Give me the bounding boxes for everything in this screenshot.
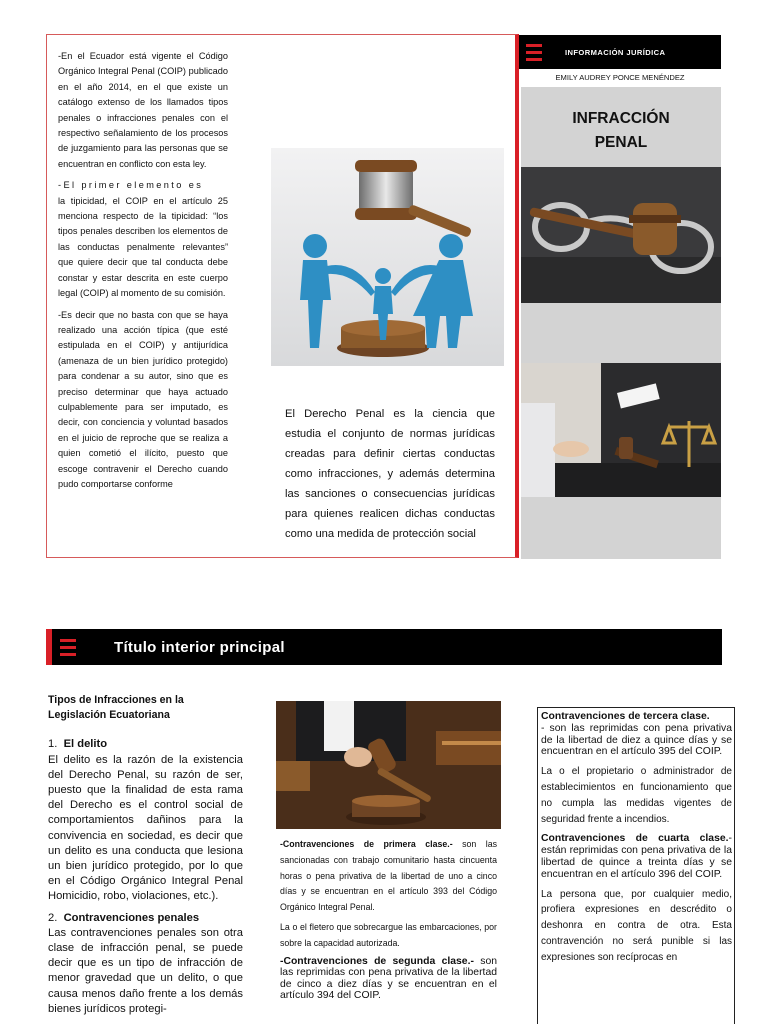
types-subheading: Tipos de Infracciones en la Legislación Ecuatoriana xyxy=(48,694,184,722)
sidebar-bar-title: INFORMACIÓN JURÍDICA xyxy=(565,47,666,57)
sidebar-title-line1: INFRACCIÓN xyxy=(572,110,670,127)
contravenciones-text: Las contravenciones penales son otra clase de infracción penal, se puede decir que es un tipo de infracción de menor gravedad que un delito, o que causa menos daño frente a los demás bienes jurídicos protegi- xyxy=(48,926,243,1015)
primera-clase xyxy=(280,837,497,916)
handcuffs-gavel-image xyxy=(521,167,721,303)
intro-paragraph: El Derecho Penal es la ciencia que estudia el conjunto de normas jurídicas creadas para definir ciertas conductas como infracciones, y además determina las sanciones o consecuencias jurídicas para quienes realicen dichas conductas como una medida de protección social xyxy=(285,408,495,540)
tercera-clase xyxy=(541,711,732,758)
judge-scales-image xyxy=(521,363,721,497)
top-panel xyxy=(46,34,519,558)
cuarta-clase-title: Contravenciones de cuarta clase. xyxy=(541,833,729,845)
paragraph-coip: -En el Ecuador está vigente el Código Orgánico Integral Penal (COIP) publicado en el año 2014, en el que existe un catálogo extenso de los llamados tipos penales o infracciones penales con el respectivo señalamiento de los procesos de juzgamiento para las personas que se encuentran en conflicto con esta ley. xyxy=(58,51,228,169)
bottom-column-3 xyxy=(537,707,735,1024)
judge-gavel-image xyxy=(276,701,501,829)
paragraph-first-element: la tipicidad, el COIP en el artículo 25 menciona respecto de la tipicidad: “los tipos penales describen los elementos de las conductas penalmente relevantes” que quiere decir que tal conducta debe constar y estar descrita en este cuerpo legal (COIP) al momento de su comisión. xyxy=(58,195,228,299)
contravenciones-heading xyxy=(48,911,243,926)
paragraph-culpability: -Es decir que no basta con que se haya realizado una acción típica (que esté estipulada en el COIP) y antijurídica (amenaza de un bien jurídico protegido) para condenar a su autor, sino que es preciso determinar que haya actuado culpablemente para ser imputado, es decir, con conciencia y voluntad basados en el juicio de reproche que se realiza a quien cometió el ilícito, puesto que escoge contravenir el Derecho cuando pudo comportarse conforme xyxy=(58,309,228,489)
segunda-clase xyxy=(280,956,497,1002)
contravenciones-number: 2. xyxy=(48,911,58,924)
family-gavel-image xyxy=(271,148,504,366)
sidebar-header-bar xyxy=(519,35,721,69)
sidebar-title-line2: PENAL xyxy=(594,134,648,151)
sidebar-gray-panel xyxy=(521,87,721,559)
author-name: EMILY AUDREY PONCE MENÉNDEZ xyxy=(555,73,685,82)
primera-clase-title: -Contravenciones de primera clase.- xyxy=(280,839,453,849)
segunda-clase-title: -Contravenciones de segunda clase.- xyxy=(280,955,474,967)
tercera-clase-text: - son las reprimidas con pena privativa de la libertad de diez a quince días y se encuentran en el artículo 395 del COIP. xyxy=(541,722,732,758)
sidebar xyxy=(519,35,721,559)
paragraph-first-element-lead: -El primer elemento es xyxy=(58,180,204,191)
contravenciones-title: Contravenciones penales xyxy=(63,911,200,924)
section-title: Título interior principal xyxy=(114,638,285,656)
delito-text: El delito es la razón de la existencia del Derecho Penal, su razón de ser, puesto que la finalidad de esta rama del Derecho es el control social de comportamientos dañinos para la convivencia en sociedad, es decir que un delito es una conducta que lesiona un bien jurídico protegido, por lo que en el Código Orgánico Integral Penal Homicidio, robo, violaciones, etc.). xyxy=(48,753,243,903)
sidebar-title xyxy=(521,107,721,155)
left-text-column xyxy=(58,49,228,498)
cuarta-clase-text: - están reprimidas con pena privativa de la libertad de quince a treinta días y se encuentran en el artículo 396 del COIP. xyxy=(541,833,732,880)
primera-clase-text: son las sancionadas con trabajo comunitario hasta cincuenta horas o pena privativa de la libertad de uno a cinco días y se encuentran en el artículo 393 del Código Orgánico Integral Penal. xyxy=(280,839,497,913)
cuarta-clase-example: La persona que, por cualquier medio, profiera expresiones en descrédito o deshonra en contra de otra. Esta contravención no será punible si las expresiones son recíprocas en xyxy=(541,888,732,963)
section-header-bar xyxy=(46,629,722,665)
cuarta-clase xyxy=(541,833,732,880)
primera-clase-example: La o el fletero que sobrecargue las embarcaciones, por sobre la capacidad autorizada. xyxy=(280,921,497,948)
section-menu-icon[interactable] xyxy=(58,639,78,656)
delito-number: 1. xyxy=(48,738,58,751)
tercera-clase-title: Contravenciones de tercera clase. xyxy=(541,711,710,722)
delito-heading xyxy=(48,737,243,752)
bottom-column-1 xyxy=(48,693,243,1023)
segunda-clase-text: son las reprimidas con pena privativa de la libertad de cinco a diez días y se encuentran en el artículo 394 del COIP. xyxy=(280,955,498,1002)
bottom-column-2 xyxy=(276,701,501,1006)
section-accent xyxy=(46,629,52,665)
column-2-text xyxy=(276,829,501,1002)
menu-icon[interactable] xyxy=(519,44,549,61)
delito-title: El delito xyxy=(63,738,108,751)
tercera-clase-example: La o el propietario o administrador de establecimientos en funcionamiento que no cumpla las medidas vigentes de seguridad frente a incendios. xyxy=(541,766,732,825)
